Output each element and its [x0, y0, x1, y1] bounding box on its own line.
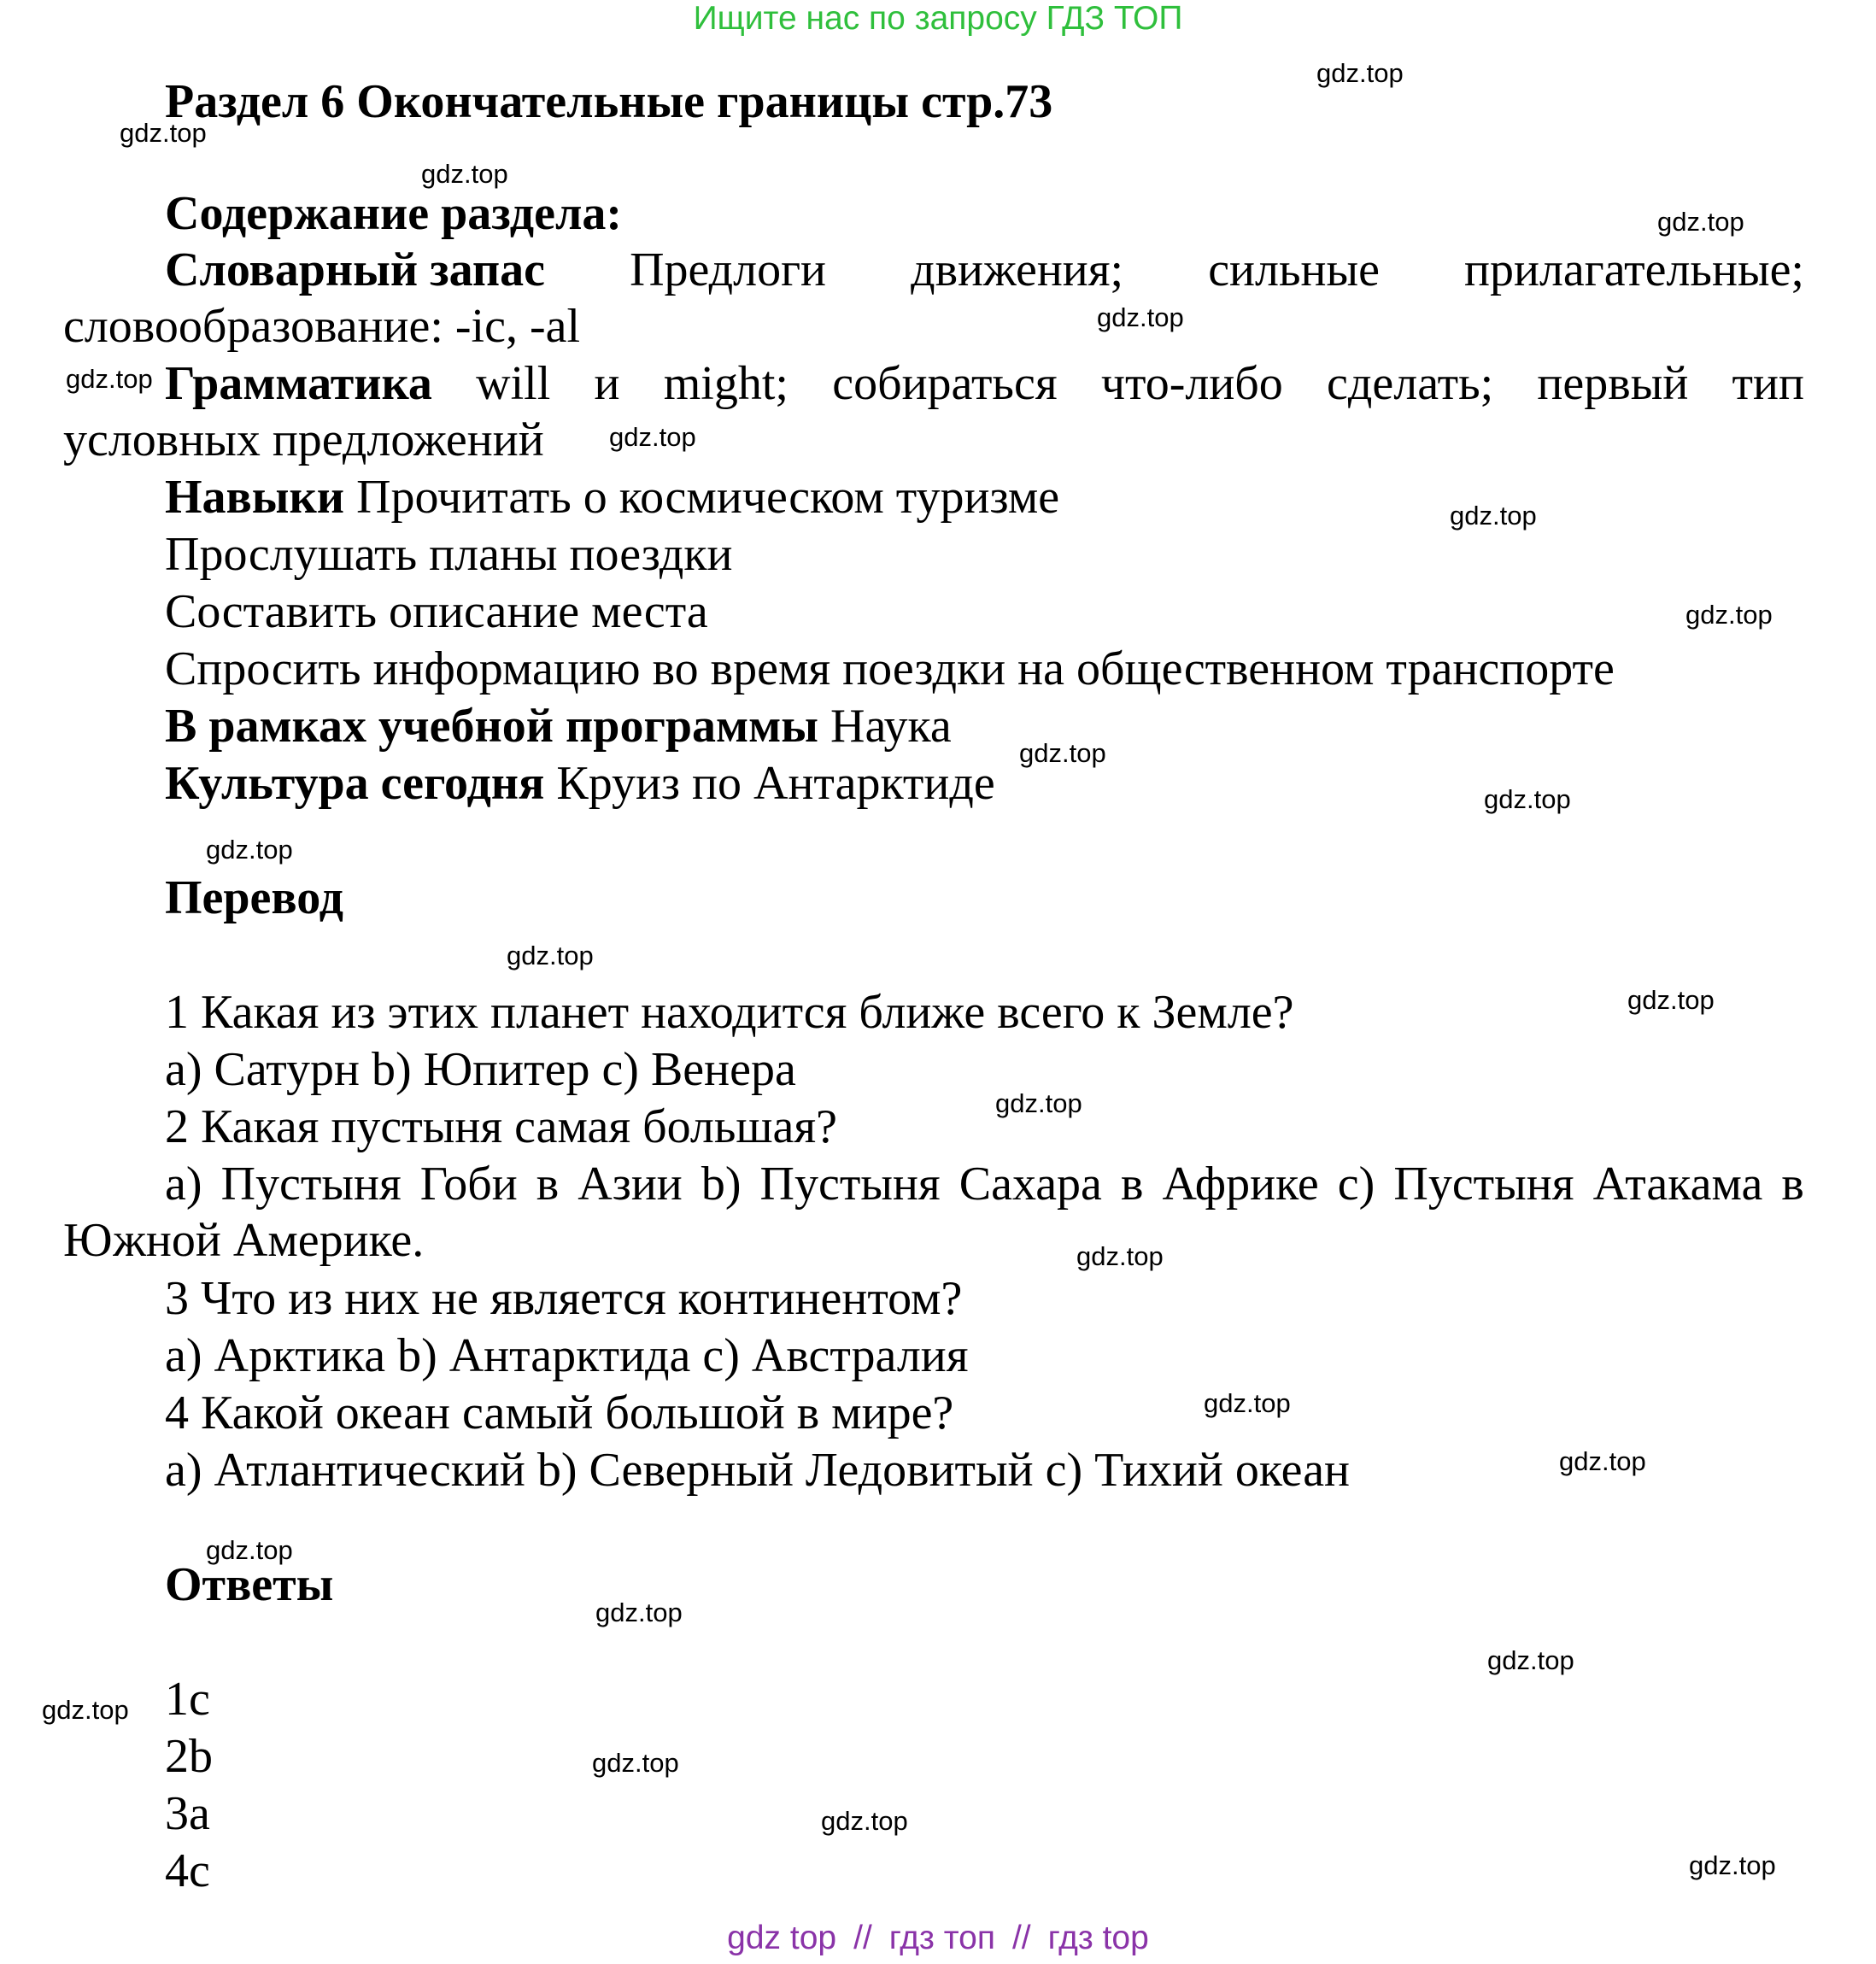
footer	[0, 1919, 1876, 1958]
word: собираться	[832, 357, 1058, 410]
watermark: gdz.top	[592, 1748, 679, 1778]
skills-label: Навыки	[165, 471, 345, 524]
word: сильные	[1208, 243, 1380, 296]
answers-heading: Ответы	[165, 1558, 334, 1611]
watermark: gdz.top	[1450, 501, 1537, 531]
word: b)	[701, 1158, 742, 1211]
watermark: gdz.top	[66, 364, 153, 394]
question-2: 2 Какая пустыня самая большая?	[165, 1100, 837, 1153]
word: Африке	[1162, 1158, 1319, 1211]
answer-item: 1c	[165, 1673, 210, 1726]
word: сделать;	[1327, 357, 1494, 410]
watermark: gdz.top	[1097, 302, 1184, 332]
word: в	[1120, 1158, 1144, 1211]
watermark: gdz.top	[1019, 738, 1106, 768]
watermark: gdz.top	[609, 422, 696, 452]
watermark: gdz.top	[821, 1806, 908, 1836]
footer-link[interactable]: гдз top	[1047, 1920, 1149, 1956]
question-4: 4 Какой океан самый большой в мире?	[165, 1387, 954, 1439]
word: движения;	[911, 243, 1124, 296]
skills-line-1	[165, 469, 1059, 525]
word: Гоби	[419, 1158, 518, 1211]
word: Пустыня	[220, 1158, 402, 1211]
word: в	[536, 1158, 560, 1211]
translation-heading: Перевод	[165, 871, 343, 924]
word: Предлоги	[630, 243, 827, 296]
word: will	[476, 357, 551, 410]
skill-item: Прочитать о космическом туризме	[356, 471, 1060, 524]
word: Пустыня	[1393, 1158, 1574, 1211]
grammar-paragraph	[63, 355, 1804, 468]
watermark: gdz.top	[995, 1088, 1082, 1118]
footer-separator: //	[1011, 1920, 1031, 1956]
footer-separator: //	[853, 1920, 872, 1956]
vocabulary-line-2: словообразование: -ic, -al	[63, 300, 581, 353]
watermark: gdz.top	[1487, 1645, 1574, 1675]
word: Пустыня	[759, 1158, 941, 1211]
watermark: gdz.top	[1627, 985, 1715, 1015]
watermark: gdz.top	[1204, 1388, 1291, 1418]
watermark: gdz.top	[206, 1535, 293, 1565]
word: a)	[165, 1158, 202, 1211]
word: c)	[1337, 1158, 1375, 1211]
word: в	[1781, 1158, 1804, 1211]
curriculum-value: Наука	[830, 700, 952, 753]
answer-item: 4c	[165, 1844, 210, 1897]
question-1: 1 Какая из этих планет находится ближе всего к Земле?	[165, 986, 1294, 1039]
word: что-либо	[1100, 357, 1283, 410]
vocabulary-line-1	[63, 242, 1804, 298]
content-heading: Содержание раздела:	[165, 187, 623, 240]
watermark: gdz.top	[120, 118, 207, 148]
watermark: gdz.top	[1316, 58, 1404, 88]
watermark: gdz.top	[42, 1695, 129, 1725]
grammar-label: Грамматика	[165, 357, 432, 410]
options-1: a) Сатурн b) Юпитер c) Венера	[165, 1043, 796, 1096]
watermark: gdz.top	[421, 159, 508, 189]
watermark: gdz.top	[1076, 1241, 1164, 1271]
answer-item: 3a	[165, 1787, 210, 1840]
word: might;	[663, 357, 789, 410]
word: тип	[1732, 357, 1804, 410]
watermark: gdz.top	[1689, 1850, 1776, 1880]
curriculum-label: В рамках учебной программы	[165, 700, 819, 753]
watermark: gdz.top	[595, 1598, 683, 1627]
skill-item: Спросить информацию во время поездки на общественном транспорте	[165, 642, 1615, 695]
word: Азии	[577, 1158, 683, 1211]
grammar-line-2: условных предложений	[63, 413, 544, 466]
skill-item: Составить описание места	[165, 585, 708, 638]
vocabulary-paragraph	[63, 242, 1804, 355]
word: прилагательные;	[1464, 243, 1804, 296]
options-2-line-2: Южной Америке.	[63, 1214, 425, 1267]
culture-line	[165, 755, 995, 812]
culture-value: Круиз по Антарктиде	[556, 757, 995, 810]
options-2	[63, 1156, 1804, 1269]
watermark: gdz.top	[507, 941, 594, 970]
word: и	[594, 357, 620, 410]
top-banner: Ищите нас по запросу ГДЗ ТОП	[693, 0, 1183, 37]
footer-link[interactable]: гдз топ	[888, 1920, 995, 1956]
word: первый	[1537, 357, 1689, 410]
options-4: a) Атлантический b) Северный Ледовитый c) Тихий океан	[165, 1444, 1351, 1497]
footer-link[interactable]: gdz top	[727, 1920, 837, 1956]
answer-item: 2b	[165, 1730, 213, 1783]
word: Сахара	[959, 1158, 1102, 1211]
watermark: gdz.top	[1484, 784, 1571, 814]
curriculum-line	[165, 698, 952, 754]
page-title: Раздел 6 Окончательные границы стр.73	[165, 75, 1053, 128]
culture-label: Культура сегодня	[165, 757, 545, 810]
vocabulary-label: Словарный запас	[165, 243, 545, 296]
watermark: gdz.top	[1685, 600, 1773, 630]
watermark: gdz.top	[206, 835, 293, 865]
options-2-line-1	[63, 1156, 1804, 1212]
grammar-line-1	[63, 355, 1804, 412]
options-3: a) Арктика b) Антарктида c) Австралия	[165, 1329, 969, 1382]
watermark: gdz.top	[1657, 207, 1744, 237]
word: Атакама	[1592, 1158, 1763, 1211]
question-3: 3 Что из них не является континентом?	[165, 1272, 963, 1325]
skill-item: Прослушать планы поездки	[165, 528, 733, 581]
watermark: gdz.top	[1559, 1446, 1646, 1476]
